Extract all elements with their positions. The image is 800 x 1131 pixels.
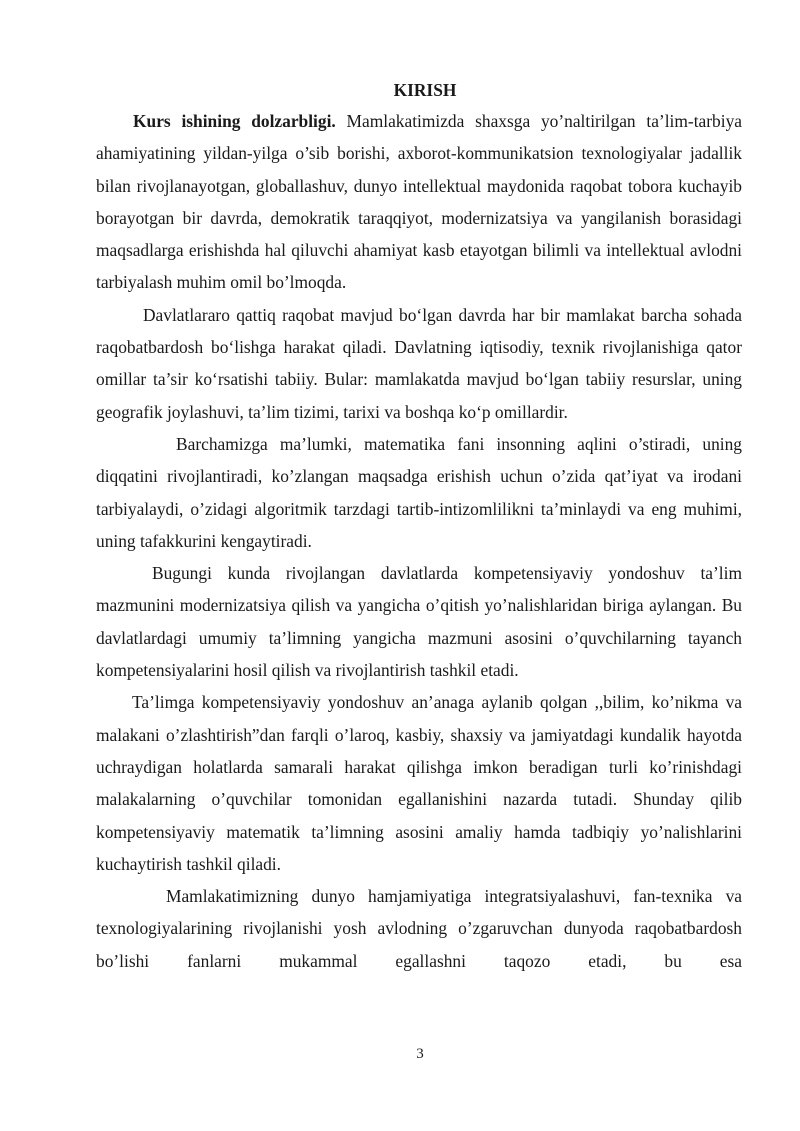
page-number: 3 [416, 1046, 424, 1062]
paragraph-text: Mamlakatimizda shaxsga yo’naltirilgan ta’lim-tarbiya ahamiyatining yildan-yilga o’sib borishi, axborot-kommunikatsion texnologiyalar jadallik bilan rivojlanayotgan, globallashuv, dunyo intellektual maydonida raqobat tobora kuchayib borayotgan bir davrda, demokratik taraqqiyot, modernizatsiya va yangilanish borasidagi maqsadlarga erishishda hal qiluvchi ahamiyat kasb etayotgan bilimli va intellektual avlodni tarbiyalash muhim omil bo’lmoqda. [96, 111, 742, 293]
paragraph-integration: Mamlakatimizning dunyo hamjamiyatiga integratsiyalashuvi, fan-texnika va texnologiyalarining rivojlanishi yosh avlodning o’zgaruvchan dunyoda raqobatbardosh bo’lishi fanlarni mukammal egallashni taqozo etadi, bu esa [96, 886, 742, 971]
paragraph-bold-lead: Kurs ishining dolzarbligi. [133, 111, 336, 131]
paragraph-relevance [96, 105, 742, 299]
paragraph-competency-approach: Bugungi kunda rivojlangan davlatlarda kompetensiyaviy yondoshuv ta’lim mazmunini modernizatsiya qilish va yangicha o’qitish yo’nalishlaridan biriga aylangan. Bu davlatlardagi umumiy ta’limning yangicha mazmuni asosini o’quvchilarning tayanch kompetensiyalarini hosil qilish va rivojlantirish tashkil etadi. [96, 563, 742, 681]
paragraph-mathematics: Barchamizga ma’lumki, matematika fani insonning aqlini o’stiradi, uning diqqatini rivojlantiradi, ko’zlangan maqsadga erishish uchun o’zida qat’iyat va irodani tarbiyalaydi, o’zidagi algoritmik tarzdagi tartib-intizomlilikni ta’minlaydi va eng muhimi, uning tafakkurini kengaytiradi. [96, 433, 742, 551]
page-body [96, 75, 742, 977]
paragraph-competency-education: Ta’limga kompetensiyaviy yondoshuv an’anaga aylanib qolgan ,,bilim, ko’nikma va malakani o’zlashtirish”dan farqli o’laroq, kasbiy, shaxsiy va jamiyatdagi kundalik hayotda uchraydigan holatlarda samarali harakat qilishga imkon beradigan turli ko’rinishdagi malakalarning o’quvchilar tomonidan egallanishini nazarda tutadi. Shunday qilib kompetensiyaviy matematik ta’limning asosini amaliy hamda tadbiqiy yo’nalishlarini kuchaytirish tashkil qiladi. [96, 692, 742, 874]
section-heading: KIRISH [393, 80, 457, 100]
paragraph-competition: Davlatlararo qattiq raqobat mavjud bo‘lgan davrda har bir mamlakat barcha sohada raqobatbardosh bo‘lishga harakat qiladi. Davlatning iqtisodiy, texnik rivojlanishiga qator omillar ta’sir ko‘rsatishi tabiiy. Bular: mamlakatda mavjud bo‘lgan tabiiy resurslar, uning geografik joylashuvi, ta’lim tizimi, tarixi va boshqa ko‘p omillardir. [96, 304, 742, 422]
